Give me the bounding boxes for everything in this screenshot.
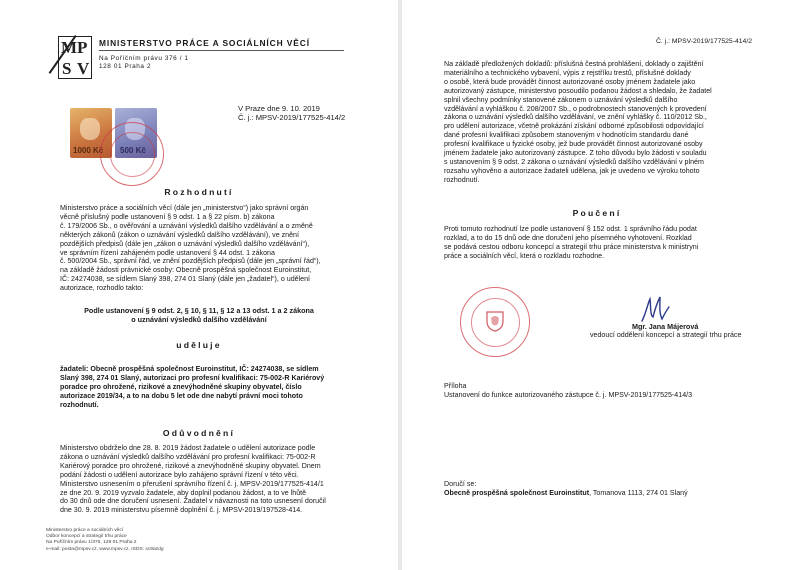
continuation-line: vzdělávání a vyhláškou č. 208/2007 Sb., o podrobnostech stanovených k provedení <box>444 104 707 113</box>
continuation-line: pro udělení autorizace, včetně prokázání získání odborné způsobilosti odpovídající <box>444 122 704 131</box>
reasoning-line: dne 30. 9. 2019 ministerstvu písemně doplnění č. j. MPSV-2019/197528-414. <box>60 506 303 515</box>
reasoning-line: do 30 dnů ode dne doručení usnesení. Žadatel v návaznosti na toto usnesení doručil <box>60 497 326 506</box>
intro-line: autorizace, rozhodlo takto: <box>60 284 144 293</box>
continuation-line: rozhodnutí. <box>444 175 480 184</box>
intro-line: č. 500/2004 Sb., správní řád, ve znění pozdějších předpisů (dále jen „správní řád“), <box>60 257 321 266</box>
continuation-line: o osobě, která bude provádět činnost autorizované osoby jménem žadatele jako <box>444 77 696 86</box>
instruction-line: rozklad, a to do 15 dnů ode dne doručení jeho písemného vyhotovení. Rozklad <box>444 233 692 242</box>
decision-title: Rozhodnutí <box>164 187 234 197</box>
reasoning-line: podání žádosti o udělení autorizace bylo zahájeno správní řízení v této věci. <box>60 470 299 479</box>
instruction-line: Proti tomuto rozhodnutí lze podle ustanovení § 152 odst. 1 správního řádu podat <box>444 225 697 233</box>
footer-line: Ministerstvo práce a sociálních věcí <box>46 528 124 533</box>
intro-line: č. 179/2006 Sb., o ověřování a uznávání výsledků dalšího vzdělávání a o změně <box>60 221 313 230</box>
recipient-address: , Tomanova 1113, 274 01 Slaný <box>589 489 688 497</box>
recipient-name: Obecně prospěšná společnost Euroinstitut <box>444 489 590 497</box>
stamp-value-500: 500 Kč <box>120 146 146 155</box>
reasoning-line: Ministerstvo obdrželo dne 28. 8. 2019 žádost žadatele o udělení autorizace podle <box>60 444 316 452</box>
grant-line: poradce pro ohrožené, rizikové a znevýhodněné skupiny obyvatel, číslo <box>60 382 302 391</box>
grant-statement <box>60 365 338 410</box>
page2-reference-number: Č. j.: MPSV-2019/177525-414/2 <box>656 38 752 45</box>
continuation-line: zákona o uznávání výsledků dalšího vzdělávání, ve znění vyhlášky č. 110/2012 Sb., <box>444 113 707 122</box>
mpsv-logo: M P S V <box>58 36 92 79</box>
signatory-name: Mgr. Jana Májerová <box>632 322 699 331</box>
reasoning-line: Ministerstvo usnesením o přerušení správního řízení č. j. MPSV-2019/177525-414/1 <box>60 479 324 488</box>
page-footer <box>46 528 164 553</box>
document-page-1 <box>0 0 398 570</box>
continuation-line: jménem žadatele jako autorizovaný zástupce. Z toho důvodu bylo žádosti v souladu <box>444 149 707 158</box>
intro-line: na základě žádosti právnické osoby: Obecně prospěšná společnost Euroinstitut, <box>60 266 312 275</box>
legal-basis-line2: o uznávání výsledků dalšího vzdělávání <box>131 315 267 324</box>
header-rule <box>99 50 344 51</box>
intro-line: pozdějších předpisů (dále jen „zákon o uznávání výsledků dalšího vzdělávání“), <box>60 239 310 248</box>
continuation-line: autorizovaný zástupce, ministerstvo posoudilo podanou žádost a shledalo, že žadatel <box>444 86 712 95</box>
ministry-seal-stamp <box>100 122 164 186</box>
grant-line: autorizace 2019/34, a to na dobu 5 let ode dne nabytí právní moci tohoto <box>60 391 303 400</box>
grant-line: žadateli: Obecně prospěšná společnost Euroinstitut, IČ: 24274038, se sídlem <box>60 365 319 373</box>
continuation-line: profesní kvalifikace u fyzické osoby, jež bude provádět činnost autorizované osoby <box>444 140 703 149</box>
reasoning-text <box>60 444 338 515</box>
footer-line: Na Poříčním právu 1/376, 128 01 Praha 2 <box>46 540 137 546</box>
continuation-line: splnil všechny podmínky stanovené zákonem o uznávání výsledků dalšího <box>444 95 678 104</box>
continuation-line: dané profesní kvalifikaci způsobem stanoveným v hodnotícím standardu dané <box>444 131 689 140</box>
reasoning-continuation <box>444 60 750 185</box>
grant-line: rozhodnutí. <box>60 400 99 409</box>
decision-intro <box>60 204 338 293</box>
ministry-address-line1: Na Poříčním právu 376 / 1 <box>99 55 189 62</box>
continuation-line: rozsahu vyhověno a autorizace žadateli udělena, jak je uvedeno ve výroku tohoto <box>444 166 700 175</box>
continuation-line: materiálního a technického vybavení, výpis z rejstříku trestů, příslušné doklady <box>444 68 691 77</box>
footer-line: Odbor koncepcí a strategií trhu práce <box>46 534 127 540</box>
document-page-2 <box>402 0 800 570</box>
appeal-instruction <box>444 225 750 261</box>
intro-line: Ministerstvo práce a sociálních věcí (dále jen „ministerstvo“) jako správní orgán <box>60 204 309 212</box>
delivered-to-label: Doručí se: <box>444 480 477 488</box>
delivered-to-recipient <box>444 489 688 497</box>
intro-line: některých zákonů (zákon o uznávání výsledků dalšího vzdělávání), ve znění <box>60 230 299 239</box>
official-round-seal <box>460 287 530 357</box>
signatory-title: vedoucí oddělení koncepcí a strategií trhu práce <box>590 331 742 339</box>
grant-line: Slaný 398, 274 01 Slaný, autorizaci pro profesní kvalifikaci: 75-002-R Kariérový <box>60 373 325 382</box>
footer-line: e-mail: posta@mpsv.cz, www.mpsv.cz, ISDS: sc9azdg <box>46 546 164 552</box>
reasoning-line: ze dne 20. 9. 2019 vyzvalo žadatele, aby doplnil podanou žádost, a to ve lhůtě <box>60 488 307 497</box>
intro-line: věcně příslušný podle ustanovení § 9 odst. 1 a § 22 písm. b) zákona <box>60 212 275 221</box>
legal-basis-line1: Podle ustanovení § 9 odst. 2, § 10, § 11, § 12 a 13 odst. 1 a 2 zákona <box>84 306 314 315</box>
attachment-text: Ustanovení do funkce autorizovaného zástupce č. j. MPSV-2019/177525-414/3 <box>444 391 693 399</box>
ministry-name: MINISTERSTVO PRÁCE A SOCIÁLNÍCH VĚCÍ <box>99 38 310 48</box>
ministry-address-line2: 128 01 Praha 2 <box>99 63 152 70</box>
document-date: V Praze dne 9. 10. 2019 <box>238 104 320 113</box>
reasoning-line: zákona o uznávání výsledků dalšího vzdělávání pro profesní kvalifikaci: 75-002-R <box>60 452 316 461</box>
continuation-line: s ustanovením § 9 odst. 2 zákona o uznávání výsledků dalšího vzdělávání v plném <box>444 157 704 166</box>
coat-of-arms-icon <box>485 310 505 332</box>
instruction-line: se podává cestou odboru koncepcí a strategií trhu práce ministerstva k ministryni <box>444 242 699 251</box>
grants-heading: uděluje <box>176 340 222 350</box>
document-reference-number: Č. j.: MPSV-2019/177525-414/2 <box>238 113 346 122</box>
attachment-label: Příloha <box>444 382 467 390</box>
legal-basis <box>60 306 338 324</box>
instruction-heading: Poučení <box>572 208 622 218</box>
instruction-line: práce a sociálních věcí, která o rozkladu rozhodne. <box>444 251 605 260</box>
reasoning-line: Kariérový poradce pro ohrožené, rizikové a znevýhodněné skupiny obyvatel. Dnem <box>60 461 321 470</box>
stamp-value-1000: 1000 Kč <box>73 146 104 155</box>
reasoning-heading: Odůvodnění <box>162 428 236 438</box>
intro-line: ve správním řízení zahájeném podle ustanovení § 44 odst. 1 zákona <box>60 248 275 257</box>
continuation-line: Na základě předložených dokladů: příslušná čestná prohlášení, doklady o zajištění <box>444 60 704 68</box>
intro-line: IČ: 24274038, se sídlem Slaný 398, 274 01 Slaný (dále jen „žadatel“), o udělení <box>60 275 311 284</box>
